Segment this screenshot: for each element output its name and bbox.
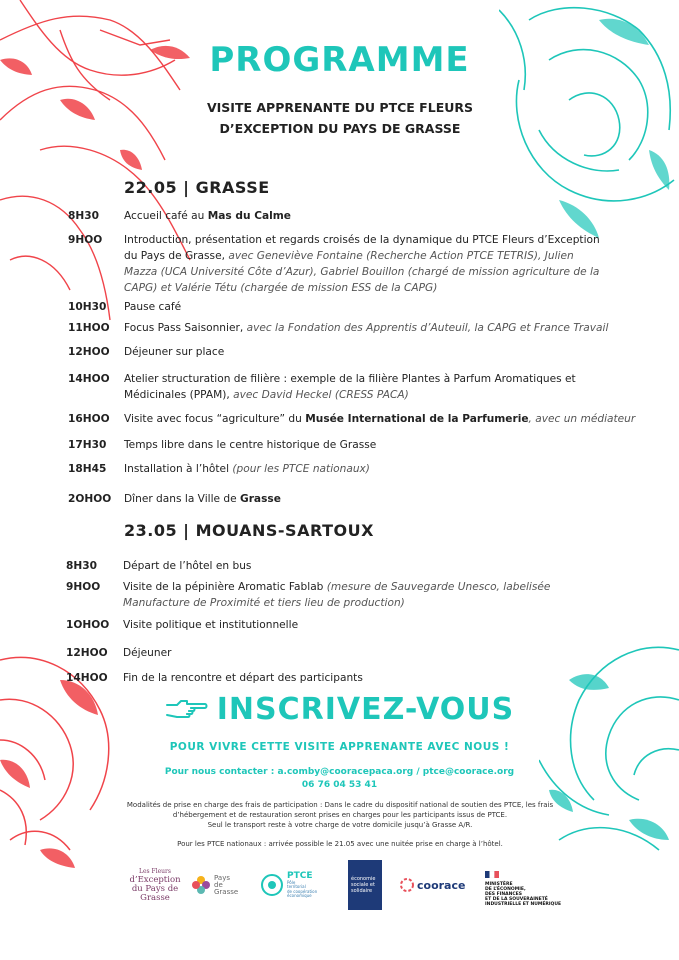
logo-text: ET DE LA SOUVERAINETÉ	[485, 897, 548, 902]
pointing-hand-icon	[165, 696, 209, 724]
item-time: 11HOO	[68, 322, 110, 334]
item-description: Fin de la rencontre et départ des participants	[123, 672, 363, 684]
subtitle-line-1: VISITE APPRENANTE DU PTCE FLEURS	[206, 100, 474, 115]
item-time: 8H30	[66, 560, 97, 572]
logo-text: Grasse	[140, 893, 170, 903]
item-italic-text: Manufacture de Proximité et tiers lieu de production)	[123, 597, 405, 609]
logo-text: territorial	[287, 884, 306, 889]
logo-text: de	[214, 880, 223, 889]
logo-text: solidaire	[351, 888, 373, 894]
item-text: Focus Pass Saisonnier,	[124, 322, 247, 334]
item-time: 17H30	[68, 439, 107, 451]
item-bold-text: Musée International de la Parfumerie	[305, 413, 529, 425]
item-description	[124, 461, 370, 477]
logo-text: sociale et	[351, 882, 375, 888]
register-title: INSCRIVEZ-VOUS	[216, 692, 515, 727]
item-description	[124, 491, 281, 507]
item-time: 9HOO	[66, 581, 101, 593]
item-description	[124, 411, 635, 427]
logo-text: du Pays de	[131, 884, 179, 894]
logo-text: Les Fleurs	[139, 868, 171, 875]
logo-text: d’Exception	[129, 875, 181, 885]
item-text: Médicinales (PPAM),	[124, 389, 234, 401]
item-text: Introduction, présentation et regards croisés de la dynamique du PTCE Fleurs d’Exception	[124, 234, 600, 246]
ess-logo	[348, 860, 384, 910]
item-time: 12HOO	[68, 346, 110, 358]
item-text: Visite de la pépinière Aromatic Fablab	[123, 581, 327, 593]
item-time: 12HOO	[66, 647, 108, 659]
coorace-circle-icon	[400, 878, 414, 892]
page-title: PROGRAMME	[209, 40, 470, 80]
contact-phone[interactable]: 06 76 04 53 41	[301, 780, 378, 790]
logo-text: Pôle	[287, 879, 296, 885]
logo-text: économique	[287, 893, 312, 898]
item-italic-text: , avec un médiateur	[528, 413, 636, 425]
notes-line: Modalités de prise en charge des frais de participation : Dans le cadre du dispositif national de soutien des PTCE, les frais	[126, 801, 554, 809]
item-time: 9HOO	[68, 234, 103, 246]
contact-emails[interactable]: Pour nous contacter : a.comby@cooracepaca.org / ptce@coorace.org	[164, 767, 515, 777]
item-description	[124, 320, 608, 336]
participation-notes	[100, 800, 580, 849]
item-text: du Pays de Grasse,	[124, 250, 229, 262]
logo-text: DES FINANCES	[485, 892, 522, 897]
logo-text: coorace	[417, 878, 466, 892]
item-description	[124, 208, 291, 224]
item-italic-text: avec David Heckel (CRESS PACA)	[233, 389, 409, 401]
logo-text: MINISTÈRE	[485, 882, 513, 887]
day-1-heading: 22.05 | GRASSE	[124, 178, 270, 197]
item-text: Dîner dans la Ville de	[124, 493, 241, 505]
item-time: 2OHOO	[68, 493, 112, 505]
item-text: Installation à l’hôtel	[124, 463, 233, 475]
coorace-logo	[400, 860, 480, 910]
item-bold-text: Mas du Calme	[207, 210, 291, 222]
logo-text: Pays	[214, 873, 230, 882]
logo-text: de coopération	[287, 888, 318, 894]
item-text: Accueil café au	[124, 210, 208, 222]
item-description	[123, 579, 633, 611]
french-flag-icon	[485, 871, 499, 878]
item-italic-text: avec Geneviève Fontaine (Recherche Action PTCE TETRIS), Julien	[228, 250, 574, 262]
item-time: 1OHOO	[66, 619, 110, 631]
subtitle-line-2: D’EXCEPTION DU PAYS DE GRASSE	[219, 121, 461, 136]
day-2-heading: 23.05 | MOUANS-SARTOUX	[124, 521, 374, 540]
logo-text: DE L’ÉCONOMIE,	[485, 887, 526, 892]
item-time: 18H45	[68, 463, 107, 475]
item-italic-text: CAPG) et Valérie Tétu (chargée de mission ESS de la CAPG)	[124, 282, 438, 294]
item-time: 10H30	[68, 301, 107, 313]
fleurs-exception-logo	[120, 860, 190, 910]
item-time: 16HOO	[68, 413, 110, 425]
ptce-network-icon	[260, 873, 284, 897]
logo-text: INDUSTRIELLE ET NUMÉRIQUE	[485, 902, 562, 907]
notes-line: d’hébergement et de restauration seront prises en charges pour les participants issus de PTCE.	[172, 811, 508, 819]
item-text: Visite avec focus “agriculture” du	[124, 413, 306, 425]
item-time: 8H30	[68, 210, 99, 222]
item-time: 14HOO	[68, 373, 110, 385]
item-description: Déjeuner	[123, 647, 172, 659]
ptce-logo	[260, 860, 340, 910]
item-description: Pause café	[124, 301, 182, 313]
flower-petals-icon	[190, 874, 212, 896]
item-description: Visite politique et institutionnelle	[123, 619, 299, 631]
item-description	[124, 232, 634, 296]
item-text: Atelier structuration de filière : exemple de la filière Plantes à Parfum Aromatiques et	[124, 373, 576, 385]
ministry-logo	[485, 860, 580, 910]
item-description: Déjeuner sur place	[124, 346, 225, 358]
page-subtitle	[150, 97, 530, 139]
item-description	[124, 371, 634, 403]
item-italic-text: (mesure de Sauvegarde Unesco, labelisée	[326, 581, 551, 593]
item-time: 14HOO	[66, 672, 108, 684]
logo-text: Grasse	[214, 887, 239, 896]
notes-line: Pour les PTCE nationaux : arrivée possible le 21.05 avec une nuitée prise en charge à l’hôtel.	[177, 840, 503, 848]
item-bold-text: Grasse	[240, 493, 281, 505]
item-description: Temps libre dans le centre historique de Grasse	[124, 439, 377, 451]
register-banner	[0, 692, 679, 727]
item-italic-text: Mazza (UCA Université Côte d’Azur), Gabriel Bouillon (chargé de mission agriculture de la	[124, 266, 600, 278]
item-description: Départ de l’hôtel en bus	[123, 560, 252, 572]
register-subtitle: POUR VIVRE CETTE VISITE APPRENANTE AVEC NOUS !	[169, 741, 510, 753]
item-italic-text: avec la Fondation des Apprentis d’Auteuil, la CAPG et France Travail	[246, 322, 609, 334]
item-italic-text: (pour les PTCE nationaux)	[232, 463, 370, 475]
notes-line: Seul le transport reste à votre charge de votre domicile jusqu’à Grasse A/R.	[207, 821, 473, 829]
contact-info	[0, 766, 679, 792]
pays-de-grasse-logo	[190, 860, 252, 910]
partner-logos	[110, 860, 580, 910]
logo-text: PTCE	[287, 870, 313, 881]
logo-text: économie	[351, 876, 376, 882]
